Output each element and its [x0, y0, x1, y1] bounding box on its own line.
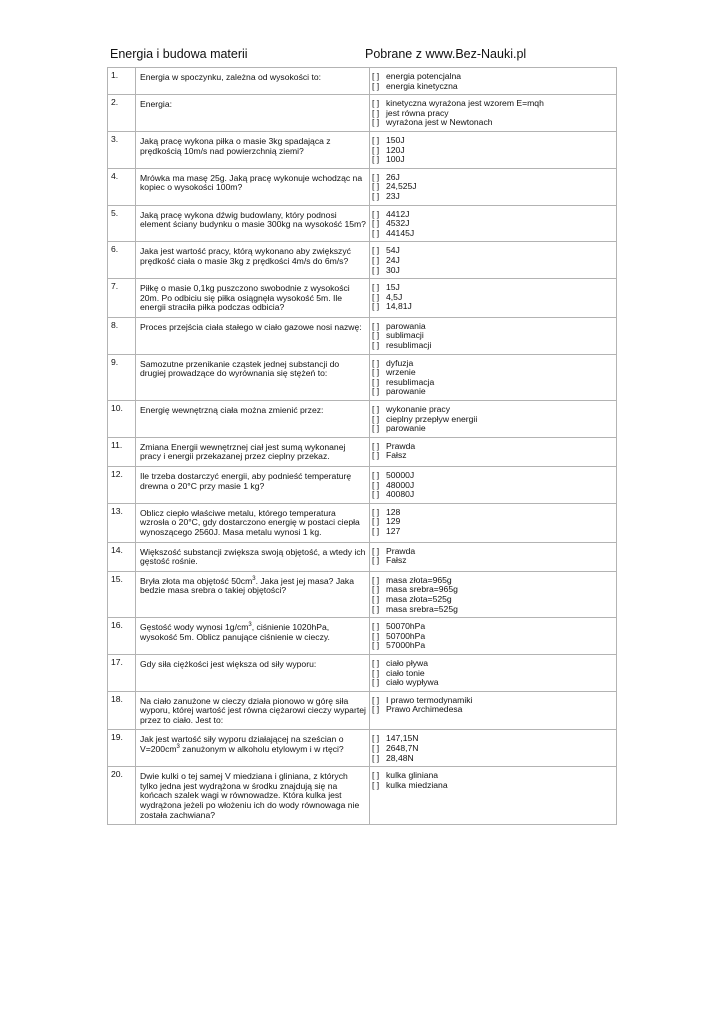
- checkbox[interactable]: [ ]: [372, 779, 380, 790]
- answer-option[interactable]: [372, 182, 614, 192]
- question-text: [136, 437, 370, 466]
- question-number: 18.: [108, 691, 136, 730]
- question-text-main: Dwie kulki o tej samej V miedziana i gliniana, z których tylko jedna jest wydrążona w środku znajdują się na końcach szalek wagi w równowadze. Która kulka jest wydrążona jeżeli po włożeniu ich do wody równowaga nie została zachwiana?: [140, 771, 360, 820]
- question-row: [108, 467, 617, 504]
- checkbox[interactable]: [ ]: [372, 506, 380, 517]
- option-label: Fałsz: [386, 450, 407, 461]
- answer-options: [370, 767, 617, 825]
- question-row: [108, 354, 617, 400]
- checkbox[interactable]: [ ]: [372, 470, 380, 480]
- answer-option[interactable]: [372, 705, 614, 715]
- checkbox[interactable]: [ ]: [372, 545, 380, 556]
- quiz-table: [107, 67, 617, 825]
- checkbox[interactable]: [ ]: [372, 320, 380, 331]
- checkbox[interactable]: [ ]: [372, 593, 380, 604]
- question-text-main: Ile trzeba dostarczyć energii, aby podnieść temperaturę drewna o 20°C przy masie 1 kg?: [140, 471, 352, 491]
- question-text: [136, 317, 370, 354]
- answer-option[interactable]: [372, 490, 614, 500]
- question-row: [108, 205, 617, 242]
- question-text: [136, 354, 370, 400]
- checkbox[interactable]: [ ]: [372, 450, 380, 461]
- answer-option[interactable]: [372, 508, 614, 518]
- source-label: Pobrane z www.Bez-Nauki.pl: [365, 47, 527, 61]
- question-number: 1.: [108, 68, 136, 95]
- question-number: 11.: [108, 437, 136, 466]
- question-text: [136, 467, 370, 504]
- question-number: 20.: [108, 767, 136, 825]
- checkbox[interactable]: [ ]: [372, 71, 380, 81]
- checkbox[interactable]: [ ]: [372, 694, 380, 705]
- question-row: [108, 242, 617, 279]
- question-text-main: Energia w spoczynku, zależna od wysokości to:: [140, 72, 322, 82]
- checkbox[interactable]: [ ]: [372, 245, 380, 256]
- option-label: 14,81J: [386, 301, 412, 312]
- option-label: 48000J: [386, 479, 415, 490]
- answer-options: [370, 571, 617, 617]
- checkbox[interactable]: [ ]: [372, 340, 380, 351]
- superscript: 3: [176, 744, 180, 751]
- answer-options: [370, 437, 617, 466]
- option-label: 4,5J: [386, 291, 403, 302]
- option-label: 120J: [386, 144, 405, 155]
- checkbox[interactable]: [ ]: [372, 282, 380, 293]
- option-label: masa srebra=525g: [386, 603, 458, 614]
- checkbox[interactable]: [ ]: [372, 584, 380, 595]
- checkbox[interactable]: [ ]: [372, 171, 380, 182]
- question-text-main: Energię wewnętrzną ciała można zmienić przez:: [140, 405, 324, 416]
- option-label: energia potencjalna: [386, 71, 462, 81]
- question-number: 2.: [108, 95, 136, 132]
- question-text-main: Jaka jest wartość pracy, którą wykonano aby zwiększyć prędkość ciała o masie 3kg z prędkości 4m/s do 6m/s?: [140, 246, 351, 266]
- checkbox[interactable]: [ ]: [372, 413, 380, 424]
- answer-option[interactable]: [372, 341, 614, 351]
- option-label: kulka gliniana: [386, 770, 439, 781]
- checkbox[interactable]: [ ]: [372, 227, 380, 238]
- option-label: masa złota=525g: [386, 593, 452, 604]
- question-text-rest: . Jaka jest jej masa? Jaka bedzie masa srebra o takiej objętości?: [140, 575, 354, 596]
- checkbox[interactable]: [ ]: [372, 98, 380, 109]
- option-label: energia kinetyczna: [386, 80, 458, 91]
- checkbox[interactable]: [ ]: [372, 144, 380, 155]
- question-number: 7.: [108, 279, 136, 318]
- checkbox[interactable]: [ ]: [372, 218, 380, 229]
- checkbox[interactable]: [ ]: [372, 489, 380, 500]
- checkbox[interactable]: [ ]: [372, 190, 380, 201]
- option-label: kinetyczna wyrażona jest wzorem E=mqh: [386, 98, 544, 109]
- question-row: [108, 279, 617, 318]
- question-row: [108, 691, 617, 730]
- option-label: jest równa pracy: [386, 107, 449, 118]
- question-text: [136, 618, 370, 655]
- checkbox[interactable]: [ ]: [372, 603, 380, 614]
- checkbox[interactable]: [ ]: [372, 479, 380, 490]
- answer-option[interactable]: [372, 146, 614, 156]
- option-label: parowania: [386, 320, 426, 331]
- option-label: resublimacja: [386, 376, 435, 387]
- checkbox[interactable]: [ ]: [372, 640, 380, 651]
- superscript: 3: [248, 622, 252, 629]
- option-label: 50700hPa: [386, 630, 426, 641]
- question-text: [136, 95, 370, 132]
- option-label: 23J: [386, 190, 400, 201]
- answer-option[interactable]: [372, 556, 614, 566]
- checkbox[interactable]: [ ]: [372, 525, 380, 536]
- checkbox[interactable]: [ ]: [372, 208, 380, 219]
- option-label: cieplny przepływ energii: [386, 413, 478, 424]
- checkbox[interactable]: [ ]: [372, 117, 380, 128]
- option-label: kulka miedziana: [386, 779, 448, 790]
- option-label: ciało pływa: [386, 657, 429, 668]
- option-label: 24J: [386, 254, 400, 265]
- checkbox[interactable]: [ ]: [372, 440, 380, 451]
- option-label: 129: [386, 516, 401, 527]
- answer-options: [370, 279, 617, 318]
- checkbox[interactable]: [ ]: [372, 770, 380, 781]
- option-label: 50000J: [386, 470, 415, 480]
- option-label: masa złota=965g: [386, 574, 452, 585]
- checkbox[interactable]: [ ]: [372, 555, 380, 566]
- page-header: [110, 47, 620, 65]
- option-label: Prawda: [386, 440, 416, 451]
- question-text-main: Większość substancji zwiększa swoją objętość, a wtedy ich gęstość rośnie.: [140, 546, 366, 567]
- option-label: 150J: [386, 134, 405, 145]
- question-number: 19.: [108, 730, 136, 767]
- option-label: 28,48N: [386, 752, 414, 763]
- question-row: [108, 767, 617, 825]
- question-row: [108, 317, 617, 354]
- checkbox[interactable]: [ ]: [372, 376, 380, 387]
- checkbox[interactable]: [ ]: [372, 621, 380, 632]
- question-text-main: Oblicz ciepło właściwe metalu, którego temperatura wzrosła o 20°C, gdy dostarczono energię w postaci ciepła wynoszącego 2560J. Masa metalu wynosi 1 kg.: [140, 507, 360, 537]
- option-label: 127: [386, 525, 401, 536]
- option-label: wrzenie: [386, 367, 416, 378]
- option-label: wyrażona jest w Newtonach: [386, 117, 493, 128]
- option-label: 15J: [386, 282, 400, 293]
- question-text: [136, 205, 370, 242]
- option-label: 100J: [386, 154, 405, 165]
- question-number: 17.: [108, 654, 136, 691]
- question-number: 8.: [108, 317, 136, 354]
- option-label: sublimacji: [386, 330, 424, 341]
- checkbox[interactable]: [ ]: [372, 291, 380, 302]
- option-label: parowanie: [386, 386, 426, 397]
- checkbox[interactable]: [ ]: [372, 752, 380, 763]
- answer-option[interactable]: [372, 517, 614, 527]
- superscript: 3: [252, 575, 256, 582]
- answer-options: [370, 542, 617, 571]
- checkbox[interactable]: [ ]: [372, 134, 380, 145]
- option-label: 147,15N: [386, 733, 419, 744]
- option-label: 30J: [386, 264, 400, 275]
- answer-option[interactable]: [372, 678, 614, 688]
- question-number: 6.: [108, 242, 136, 279]
- checkbox[interactable]: [ ]: [372, 154, 380, 165]
- checkbox[interactable]: [ ]: [372, 630, 380, 641]
- question-text-main: Jak jest wartość siły wyporu działającej na sześcian o V=200cm: [140, 734, 344, 755]
- checkbox[interactable]: [ ]: [372, 423, 380, 434]
- question-text-main: Na ciało zanużone w cieczy działa pionowo w górę siła wyporu, której wartość jest równa ciężarowi cieczy wypartej przez to ciało. Jest to:: [140, 695, 366, 725]
- answer-option[interactable]: [372, 192, 614, 202]
- question-text-main: Energia:: [140, 99, 173, 110]
- option-label: 50070hPa: [386, 621, 426, 632]
- answer-option[interactable]: [372, 754, 614, 764]
- question-text-main: Samozutne przenikanie cząstek jednej substancji do drugiej prowadzące do wyrównania się stężeń to:: [140, 358, 340, 379]
- question-text-main: Proces przejścia ciała stałego w ciało gazowe nosi nazwę:: [140, 321, 362, 332]
- checkbox[interactable]: [ ]: [372, 80, 380, 91]
- option-label: I prawo termodynamiki: [386, 694, 473, 705]
- answer-option[interactable]: [372, 155, 614, 165]
- checkbox[interactable]: [ ]: [372, 254, 380, 265]
- document-title: Energia i budowa materii: [110, 47, 248, 61]
- option-label: 40080J: [386, 489, 415, 500]
- answer-options: [370, 654, 617, 691]
- answer-options: [370, 467, 617, 504]
- question-number: 16.: [108, 618, 136, 655]
- answer-option[interactable]: [372, 266, 614, 276]
- question-text: [136, 691, 370, 730]
- question-text: [136, 571, 370, 617]
- answer-options: [370, 168, 617, 205]
- checkbox[interactable]: [ ]: [372, 667, 380, 678]
- option-label: wykonanie pracy: [386, 404, 451, 415]
- answer-option[interactable]: [372, 424, 614, 434]
- question-text: [136, 503, 370, 542]
- question-row: [108, 437, 617, 466]
- answer-option[interactable]: [372, 118, 614, 128]
- question-number: 9.: [108, 354, 136, 400]
- question-text: [136, 654, 370, 691]
- checkbox[interactable]: [ ]: [372, 704, 380, 715]
- answer-option[interactable]: [372, 442, 614, 452]
- checkbox[interactable]: [ ]: [372, 733, 380, 744]
- checkbox[interactable]: [ ]: [372, 386, 380, 397]
- answer-options: [370, 317, 617, 354]
- answer-options: [370, 618, 617, 655]
- quiz-body: [108, 68, 617, 825]
- checkbox[interactable]: [ ]: [372, 367, 380, 378]
- answer-options: [370, 205, 617, 242]
- checkbox[interactable]: [ ]: [372, 301, 380, 312]
- option-label: 2648,7N: [386, 743, 419, 754]
- question-row: [108, 571, 617, 617]
- question-text: [136, 279, 370, 318]
- answer-option[interactable]: [372, 136, 614, 146]
- checkbox[interactable]: [ ]: [372, 357, 380, 368]
- option-label: 54J: [386, 245, 400, 256]
- question-number: 14.: [108, 542, 136, 571]
- option-label: Prawo Archimedesa: [386, 704, 463, 715]
- question-number: 3.: [108, 131, 136, 168]
- answer-options: [370, 503, 617, 542]
- question-text-main: Gdy siła ciężkości jest większa od siły wyporu:: [140, 658, 317, 669]
- answer-option[interactable]: [372, 387, 614, 397]
- question-number: 13.: [108, 503, 136, 542]
- question-row: [108, 401, 617, 438]
- question-row: [108, 68, 617, 95]
- question-text-main: Gęstość wody wynosi 1g/cm: [140, 622, 249, 633]
- answer-options: [370, 354, 617, 400]
- answer-option[interactable]: [372, 256, 614, 266]
- question-text: [136, 767, 370, 825]
- question-number: 5.: [108, 205, 136, 242]
- question-text-main: Mrówka ma masę 25g. Jaką pracę wykonuje wchodząc na kopiec o wysokości 100m?: [140, 172, 363, 193]
- answer-option[interactable]: [372, 781, 614, 791]
- answer-option[interactable]: [372, 641, 614, 651]
- checkbox[interactable]: [ ]: [372, 677, 380, 688]
- checkbox[interactable]: [ ]: [372, 264, 380, 275]
- option-label: 4412J: [386, 208, 410, 219]
- option-label: masa srebra=965g: [386, 584, 458, 595]
- question-text-main: Jaką pracę wykona dźwig budowlany, który podnosi element ściany budynku o masie 300kg na wysokość 15m?: [140, 209, 366, 230]
- option-label: ciało wypływa: [386, 677, 439, 688]
- question-text: [136, 242, 370, 279]
- option-label: 4532J: [386, 218, 410, 229]
- question-number: 4.: [108, 168, 136, 205]
- question-text: [136, 401, 370, 438]
- question-text: [136, 68, 370, 95]
- answer-options: [370, 691, 617, 730]
- question-row: [108, 730, 617, 767]
- answer-option[interactable]: [372, 527, 614, 537]
- option-label: 26J: [386, 171, 400, 182]
- checkbox[interactable]: [ ]: [372, 107, 380, 118]
- question-text-main: Jaką pracę wykona piłka o masie 3kg spadająca z prędkością 10m/s nad powierzchnią ziemi?: [140, 135, 331, 156]
- question-row: [108, 503, 617, 542]
- checkbox[interactable]: [ ]: [372, 181, 380, 192]
- answer-options: [370, 131, 617, 168]
- question-row: [108, 168, 617, 205]
- question-row: [108, 542, 617, 571]
- answer-options: [370, 68, 617, 95]
- option-label: 57000hPa: [386, 640, 426, 651]
- answer-option[interactable]: [372, 451, 614, 461]
- question-text: [136, 168, 370, 205]
- answer-option[interactable]: [372, 246, 614, 256]
- option-label: dyfuzja: [386, 357, 414, 368]
- question-number: 10.: [108, 401, 136, 438]
- answer-option[interactable]: [372, 283, 614, 293]
- option-label: 44145J: [386, 227, 415, 238]
- question-row: [108, 654, 617, 691]
- answer-options: [370, 242, 617, 279]
- answer-options: [370, 730, 617, 767]
- option-label: Fałsz: [386, 555, 407, 566]
- question-text-rest: , ciśnienie 1020hPa, wysokość 5m. Oblicz panujące ciśnienie w cieczy.: [140, 622, 330, 642]
- option-label: Prawda: [386, 545, 416, 556]
- question-row: [108, 131, 617, 168]
- question-text: [136, 131, 370, 168]
- question-text-main: Bryła złota ma objętość 50cm: [140, 575, 253, 586]
- answer-options: [370, 95, 617, 132]
- answer-options: [370, 401, 617, 438]
- question-number: 12.: [108, 467, 136, 504]
- checkbox[interactable]: [ ]: [372, 657, 380, 668]
- answer-option[interactable]: [372, 82, 614, 92]
- option-label: parowanie: [386, 423, 426, 434]
- question-text-main: Piłkę o masie 0,1kg puszczono swobodnie z wysokości 20m. Po odbiciu się piłka osiągnęła wysokość 5m. Ile energii straciła piłka podczas odbicia?: [140, 283, 350, 313]
- question-text: [136, 542, 370, 571]
- option-label: resublimacji: [386, 340, 432, 351]
- option-label: ciało tonie: [386, 667, 425, 678]
- answer-option[interactable]: [372, 605, 614, 615]
- option-label: 24,525J: [386, 181, 417, 192]
- checkbox[interactable]: [ ]: [372, 516, 380, 527]
- question-row: [108, 618, 617, 655]
- question-row: [108, 95, 617, 132]
- checkbox[interactable]: [ ]: [372, 743, 380, 754]
- checkbox[interactable]: [ ]: [372, 574, 380, 585]
- checkbox[interactable]: [ ]: [372, 404, 380, 415]
- question-text: [136, 730, 370, 767]
- option-label: 128: [386, 506, 401, 517]
- answer-option[interactable]: [372, 547, 614, 557]
- question-number: 15.: [108, 571, 136, 617]
- checkbox[interactable]: [ ]: [372, 330, 380, 341]
- question-text-rest: zanużonym w alkoholu etylowym i w rtęci?: [179, 744, 344, 755]
- answer-option[interactable]: [372, 302, 614, 312]
- question-text-main: Zmiana Energii wewnętrznej ciał jest sumą wykonanej pracy i energii przekazanej przez cieplny przekaz.: [140, 441, 346, 462]
- answer-option[interactable]: [372, 229, 614, 239]
